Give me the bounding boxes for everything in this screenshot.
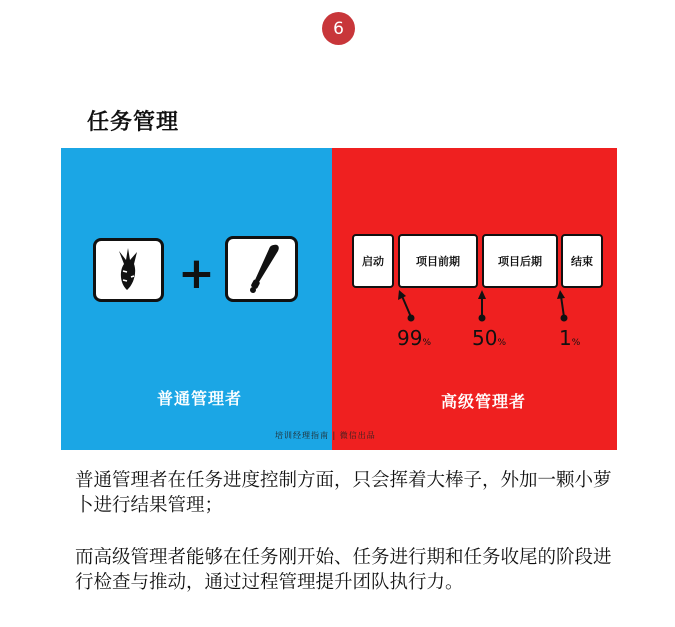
paragraph-ordinary-manager: 普通管理者在任务进度控制方面，只会挥着大棒子，外加一颗小萝卜进行结果管理； bbox=[75, 470, 612, 516]
ordinary-manager-caption: 普通管理者 bbox=[157, 389, 243, 408]
checkpoint-arrow-1 bbox=[398, 290, 415, 322]
checkpoint-percent-2: 50% bbox=[472, 326, 507, 350]
comparison-figure bbox=[61, 148, 617, 450]
paragraph-senior-manager: 而高级管理者能够在任务刚开始、任务进行期和任务收尾的阶段进行检查与推动，通过过程管理提升团队执行力。 bbox=[75, 547, 612, 593]
bat-icon-box bbox=[225, 236, 298, 302]
carrot-icon-box bbox=[93, 238, 164, 302]
stage-start: 启动 bbox=[352, 234, 394, 288]
stage-end: 结束 bbox=[561, 234, 603, 288]
checkpoint-arrow-3 bbox=[557, 290, 568, 322]
baseball-bat-icon bbox=[228, 239, 295, 299]
checkpoint-arrow-2 bbox=[478, 290, 486, 322]
senior-manager-caption: 高级管理者 bbox=[441, 392, 527, 411]
senior-manager-panel bbox=[332, 148, 617, 450]
section-title: 任务管理 bbox=[87, 110, 180, 135]
ordinary-manager-panel bbox=[61, 148, 332, 450]
step-number-badge: 6 bbox=[322, 12, 355, 45]
checkpoint-percent-3: 1% bbox=[559, 326, 581, 350]
stage-early-phase: 项目前期 bbox=[398, 234, 478, 288]
stage-late-phase: 项目后期 bbox=[482, 234, 558, 288]
carrot-icon bbox=[96, 241, 161, 299]
source-watermark: 培训经理指南 | 微信出品 bbox=[275, 431, 376, 440]
checkpoint-arrows bbox=[332, 148, 617, 348]
checkpoint-percent-1: 99% bbox=[397, 326, 432, 350]
plus-operator: + bbox=[178, 248, 215, 299]
